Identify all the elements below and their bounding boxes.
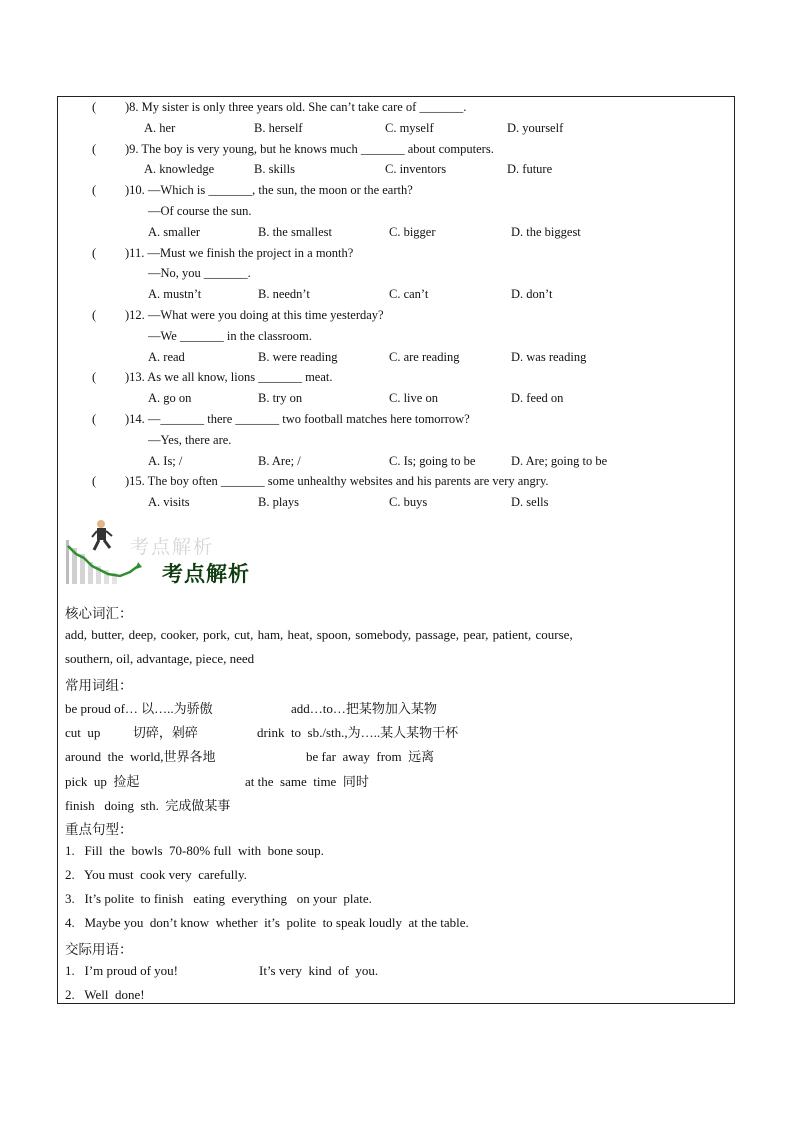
answer-option: D. was reading (511, 349, 587, 364)
expression-item: 1. I’m proud of you! (65, 963, 179, 978)
expression-item: It’s very kind of you. (259, 963, 379, 978)
phrase-item: around the world,世界各地 (65, 749, 216, 765)
answer-option: B. the smallest (258, 224, 332, 239)
answer-option: D. sells (511, 495, 549, 510)
expression-item: 2. Well done! (65, 987, 145, 1002)
answer-option: C. Is; going to be (389, 453, 476, 468)
answer-option: C. buys (389, 495, 428, 510)
answer-option: A. mustn’t (148, 287, 202, 302)
answer-paren: ( (92, 183, 97, 198)
question-subline: —No, you _______. (148, 266, 251, 281)
answer-option: B. herself (254, 120, 303, 135)
answer-option: D. Are; going to be (511, 453, 608, 468)
sentences-heading: 重点句型： (65, 822, 133, 838)
answer-option: A. go on (148, 391, 192, 406)
answer-paren: ( (92, 100, 97, 114)
answer-option: C. can’t (389, 287, 429, 302)
question-stem: )13. As we all know, lions _______ meat. (125, 370, 333, 385)
phrase-item: add…to…把某物加入某物 (291, 701, 437, 716)
answer-paren: ( (92, 245, 97, 260)
answer-option: A. smaller (148, 224, 201, 239)
phrase-item: be far away from 远离 (306, 749, 435, 765)
answer-option: B. needn’t (258, 287, 310, 302)
answer-paren: ( (92, 308, 97, 322)
key-sentence: 2. You must cook very carefully. (65, 867, 247, 882)
phrase-item: at the same time 同时 (245, 773, 369, 789)
answer-option: A. Is; / (148, 453, 183, 468)
answer-option: D. the biggest (511, 224, 581, 239)
question-subline: —We _______ in the classroom. (148, 328, 312, 343)
answer-option: C. myself (385, 120, 434, 135)
answer-option: B. Are; / (258, 453, 301, 468)
vocab-heading: 核心词汇： (65, 606, 133, 622)
section-title-ghost: 考点解析 (130, 536, 215, 558)
phrase-item: be proud of… 以…..为骄傲 (65, 701, 213, 716)
vocab-line-1: add, butter, deep, cooker, pork, cut, ham, heat, spoon, somebody, passage, pear, patient, course, (65, 627, 573, 642)
answer-option: B. skills (254, 162, 295, 177)
key-sentence: 4. Maybe you don’t know whether it’s polite to speak loudly at the table. (65, 915, 469, 930)
section-title: 考点解析 (162, 562, 250, 586)
answer-option: A. visits (148, 495, 190, 510)
answer-option: B. plays (258, 495, 299, 510)
answer-option: C. bigger (389, 224, 436, 239)
answer-paren: ( (92, 412, 97, 426)
answer-paren: ( (92, 141, 97, 156)
phrase-item: cut up 切碎，剁碎 (65, 725, 198, 741)
question-stem: )11. —Must we finish the project in a month? (125, 245, 354, 260)
phrase-item: drink to sb./sth.,为…..某人某物干杯 (257, 725, 459, 741)
section-heading (64, 518, 254, 588)
question-stem: )10. —Which is _______, the sun, the moon or the earth? (125, 183, 413, 198)
question-stem: )12. —What were you doing at this time yesterday? (125, 308, 384, 322)
expressions-heading: 交际用语： (65, 942, 133, 958)
answer-option: A. knowledge (144, 162, 215, 177)
answer-paren: ( (92, 474, 97, 489)
question-stem: )8. My sister is only three years old. She can’t take care of _______. (125, 100, 467, 114)
question-subline: —Yes, there are. (148, 432, 232, 447)
question-stem: )14. —_______ there _______ two football matches here tomorrow? (125, 412, 470, 426)
phrase-item: finish doing sth. 完成做某事 (65, 797, 231, 813)
answer-option: D. feed on (511, 391, 564, 406)
answer-option: C. live on (389, 391, 438, 406)
question-stem: )9. The boy is very young, but he knows much _______ about computers. (125, 141, 494, 156)
vocab-line-2: southern, oil, advantage, piece, need (65, 651, 255, 666)
question-subline: —Of course the sun. (148, 204, 252, 218)
question-stem: )15. The boy often _______ some unhealthy websites and his parents are very angry. (125, 474, 549, 489)
answer-option: D. don’t (511, 287, 553, 302)
answer-option: C. are reading (389, 349, 460, 364)
answer-option: B. were reading (258, 349, 338, 364)
answer-option: A. read (148, 349, 185, 364)
key-sentence: 3. It’s polite to finish eating everything on your plate. (65, 891, 372, 906)
answer-option: B. try on (258, 391, 303, 406)
phrase-item: pick up 捡起 (65, 773, 140, 789)
answer-option: D. future (507, 162, 553, 177)
phrases-heading: 常用词组： (65, 678, 133, 694)
answer-option: C. inventors (385, 162, 447, 177)
answer-paren: ( (92, 370, 97, 385)
answer-option: D. yourself (507, 120, 564, 135)
key-sentence: 1. Fill the bowls 70-80% full with bone soup. (65, 843, 324, 858)
answer-option: A. her (144, 120, 176, 135)
